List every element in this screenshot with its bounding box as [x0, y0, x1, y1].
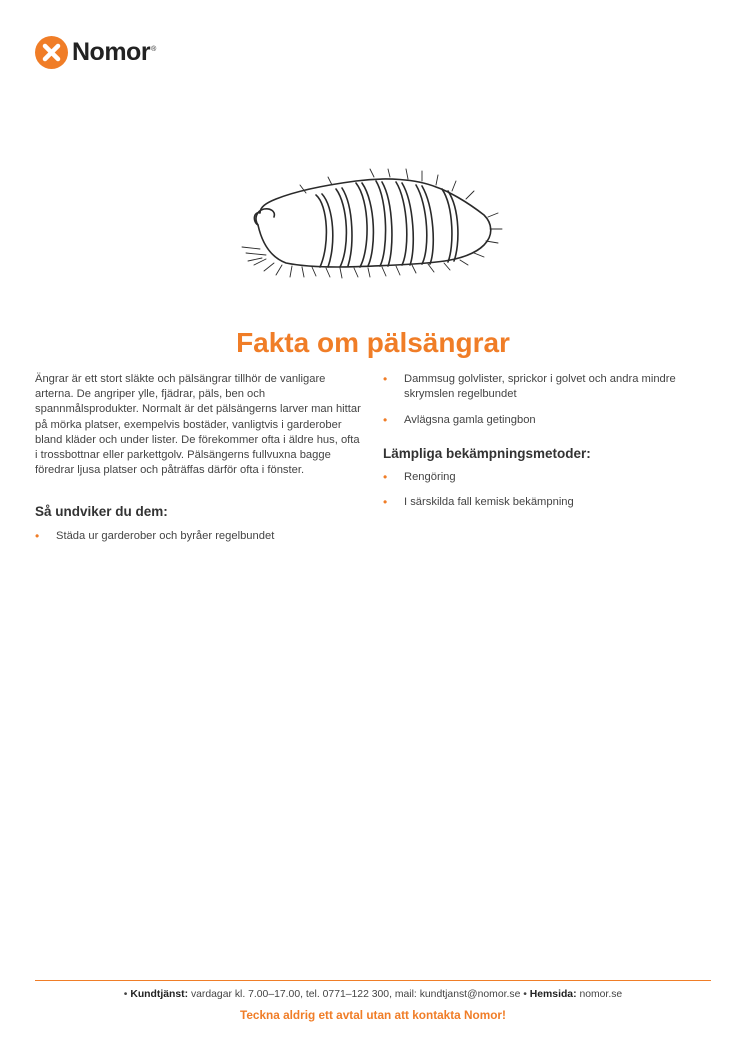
- customer-service-label: Kundtjänst:: [130, 989, 189, 1000]
- larva-illustration: [236, 165, 506, 285]
- bullet-icon: •: [35, 529, 40, 544]
- footer-divider: [35, 980, 711, 981]
- list-item: • I särskilda fall kemisk bekämpning: [383, 495, 574, 510]
- logo: [35, 36, 156, 69]
- customer-service-text: vardagar kl. 7.00–17.00, tel. 0771–122 300, mail: kundtjanst@nomor.se: [190, 989, 521, 1000]
- website-link[interactable]: nomor.se: [579, 989, 623, 1000]
- list-item: • Rengöring: [383, 469, 456, 484]
- intro-paragraph: Ängrar är ett stort släkte och pälsängrar tillhör de vanligare arterna. De angriper ylle, fjädrar, päls, ben och spannmålsprodukter. Normalt är det pälsängerns larver man hittar på mörka platser, exempelvis bostäder, vanligtvis i garderober bland kläder och under lister. De förekommer ofta i äldre hus, ofta i trossbottnar eller parkettgolv. Pälsängerns fullvuxna bagge föredrar ljusa platser och påträffas därför ofta i fönster.: [35, 373, 361, 477]
- methods-heading: Lämpliga bekämpningsmetoder:: [383, 445, 591, 461]
- bullet-icon: •: [383, 495, 388, 510]
- bullet-icon: •: [383, 469, 388, 484]
- logo-text: Nomor: [72, 38, 151, 66]
- avoid-heading: Så undviker du dem:: [35, 504, 168, 520]
- footer-call-to-action: Teckna aldrig ett avtal utan att kontakta Nomor!: [240, 1008, 506, 1022]
- right-column: [383, 372, 713, 510]
- avoid-list-continued: [383, 372, 713, 428]
- page-title: Fakta om pälsängrar: [236, 327, 510, 358]
- list-item: • Dammsug golvlister, sprickor i golvet och andra mindre skrymslen regelbundet: [383, 372, 676, 400]
- list-item: • Avlägsna gamla getingbon: [383, 413, 536, 428]
- footer-contact: • Kundtjänst: vardagar kl. 7.00–17.00, tel. 0771–122 300, mail: kundtjanst@nomor.se • Hemsida: nomor.se: [123, 989, 623, 1000]
- website-label: Hemsida:: [529, 989, 577, 1000]
- left-column: [35, 372, 365, 544]
- avoid-list: [35, 529, 365, 544]
- methods-list: [383, 470, 713, 510]
- registered-mark: ®: [151, 46, 157, 53]
- bullet-icon: •: [383, 372, 388, 386]
- list-item: • Städa ur garderober och byråer regelbundet: [35, 529, 275, 544]
- close-x-logo-icon: [35, 36, 68, 69]
- bullet-icon: •: [383, 413, 388, 428]
